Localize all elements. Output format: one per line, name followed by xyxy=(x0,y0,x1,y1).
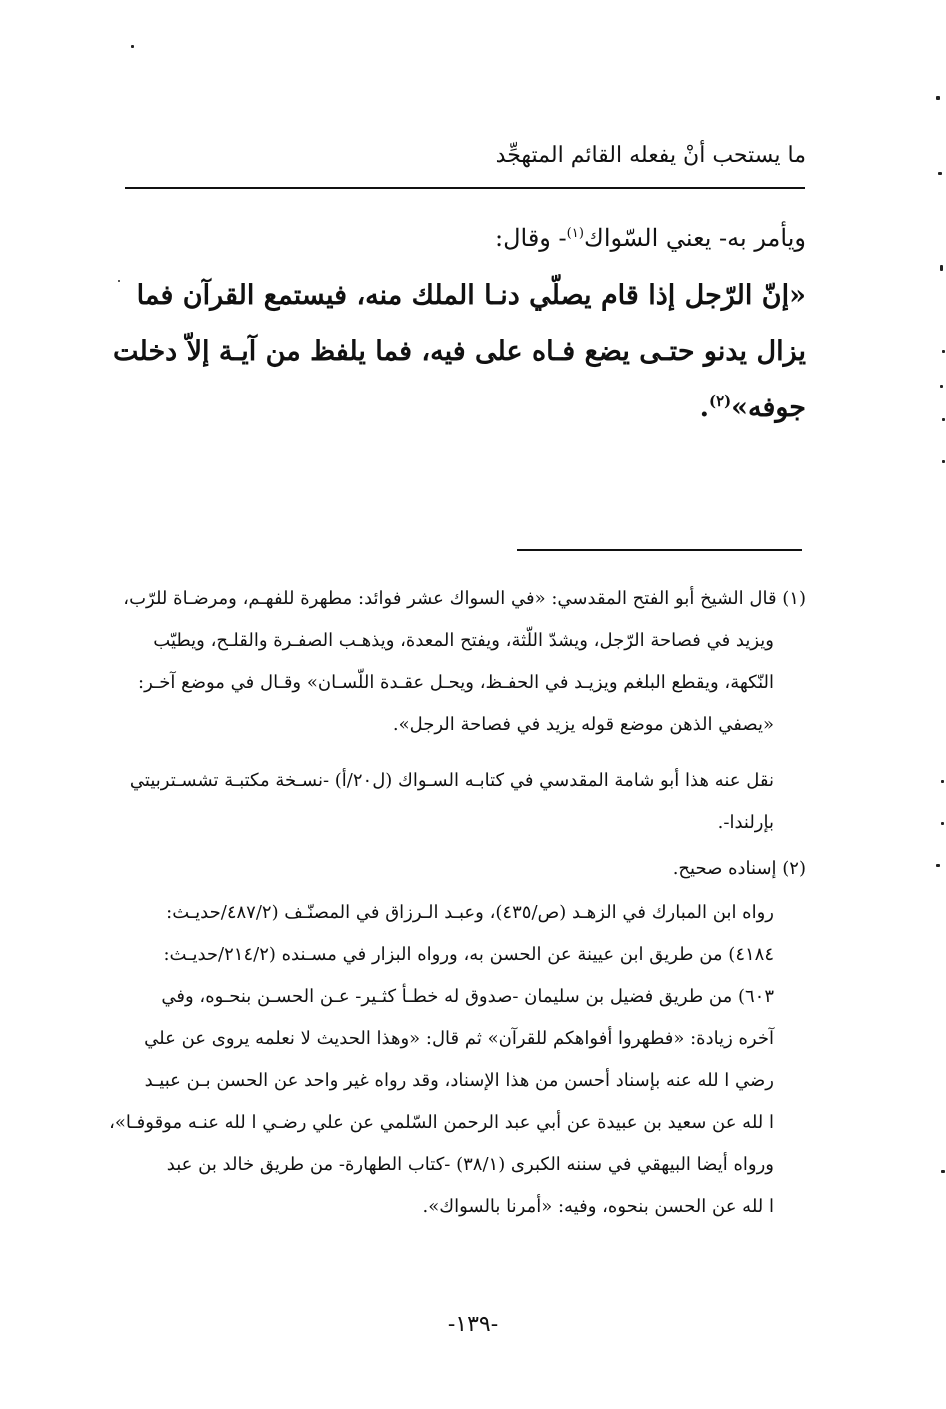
scan-speck xyxy=(118,280,120,282)
scan-speck xyxy=(940,265,943,271)
intro-text: ويأمر به- يعني السّواك xyxy=(584,224,806,252)
footnote-2-line-9: ا لله عن الحسن بنحوه، وفيه: «أمرنا بالسواك». xyxy=(422,1196,774,1217)
hadith-line-3-text: جوفه» xyxy=(731,392,806,423)
footnote-ref-2: (٢) xyxy=(709,392,732,410)
footnote-2-line-6: رضي ا لله عنه بإسناد أحسن من هذا الإسناد، وقد رواه غير واحد عن الحسن بـن عبيـد xyxy=(144,1070,774,1091)
scan-speck xyxy=(942,350,945,353)
scan-speck xyxy=(941,822,944,825)
scan-speck xyxy=(940,385,943,388)
footnote-2-line-1: (٢) إسناده صحيح. xyxy=(672,858,806,879)
intro-line xyxy=(166,220,806,256)
hadith-line-3 xyxy=(126,380,806,436)
footnote-2 xyxy=(126,848,806,890)
footnote-separator xyxy=(517,549,802,551)
scan-speck xyxy=(942,418,945,421)
scan-speck xyxy=(131,45,134,48)
hadith-line-1: «إنّ الرّجل إذا قام يصلّي دنـا الملك منه، فيستمع القرآن فما xyxy=(136,280,806,311)
scan-speck xyxy=(941,1170,945,1173)
scan-speck xyxy=(936,96,940,100)
footnote-1-line-6: بإرلندا-. xyxy=(717,812,774,833)
footnote-1-line-1: (١) قال الشيخ أبو الفتح المقدسي: «في السواك عشر فوائد: مطهرة للفهـم، ومرضـاة للرّب، xyxy=(123,588,806,609)
page-number: -١٣٩- xyxy=(447,1312,499,1337)
footnote-2-line-3: ٤١٨٤) من طريق ابن عيينة عن الحسن به، ورواه البزار في مسـنده (٢١٤/٢/حديـث: xyxy=(163,944,774,965)
footnote-2-detail xyxy=(109,892,806,1228)
scan-speck xyxy=(942,460,945,463)
hadith-line-2: يزال يدنو حتـى يضع فـاه على فيه، فما يلفظ من آيـة إلاّ دخلت xyxy=(113,336,806,367)
hadith-quote xyxy=(113,268,806,436)
footnote-2-line-8: ورواه أيضا البيهقي في سننه الكبرى (٣٨/١) -كتاب الطهارة- من طريق خالد بن عبد xyxy=(166,1154,774,1175)
footnote-2-line-2: رواه ابن المبارك في الزهـد (ص/٤٣٥)، وعبـد الـرزاق في المصنّـف (٤٨٧/٢/حديـث: xyxy=(166,902,774,923)
scan-speck xyxy=(936,864,940,867)
footnote-1-line-2: ويزيد في فصاحة الرّجل، ويشدّ اللّثة، ويفتح المعدة، ويذهـب الصفـرة والقلـح، ويطيّب xyxy=(153,630,774,651)
footnote-2-line-7: ا لله عن سعيد بن عبيدة عن أبي عبد الرحمن السّلمي عن علي رضـي ا لله عنـه موقوفـا»، xyxy=(109,1112,774,1133)
footnote-ref-1: (١) xyxy=(566,226,585,241)
footnote-2-line-5: آخره زيادة: «فطهروا أفواهكم للقرآن» ثم قال: «وهذا الحديث لا نعلمه يروى عن علي xyxy=(144,1028,774,1049)
footnote-1-source xyxy=(126,760,806,844)
footnote-2-line-4: ٦٠٣) من طريق فضيل بن سليمان -صدوق له خطـأ كثـير- عـن الحسـن بنحـوه، وفي xyxy=(161,986,774,1007)
footnote-1-line-4: «يصفي الذهن موضع قوله يزيد في فصاحة الرجل». xyxy=(392,714,774,735)
scan-speck xyxy=(941,780,944,783)
intro-after: - وقال: xyxy=(494,224,567,252)
header-rule xyxy=(125,187,805,189)
scan-speck xyxy=(938,172,942,175)
footnote-1 xyxy=(123,578,806,746)
hadith-line-3-end: . xyxy=(699,392,710,423)
running-header: ما يستحب أنْ يفعله القائم المتهجِّد xyxy=(495,143,806,168)
footnote-1-line-5: نقل عنه هذا أبو شامة المقدسي في كتابـه السـواك (ل٢٠/أ) -نسـخة مكتبـة تشسـتربيتي xyxy=(129,770,774,791)
footnote-1-line-3: النّكهة، ويقطع البلغم ويزيـد في الحفـظ، ويحـل عقـدة اللّسـان» وقـال في موضع آخـر: xyxy=(138,672,774,693)
